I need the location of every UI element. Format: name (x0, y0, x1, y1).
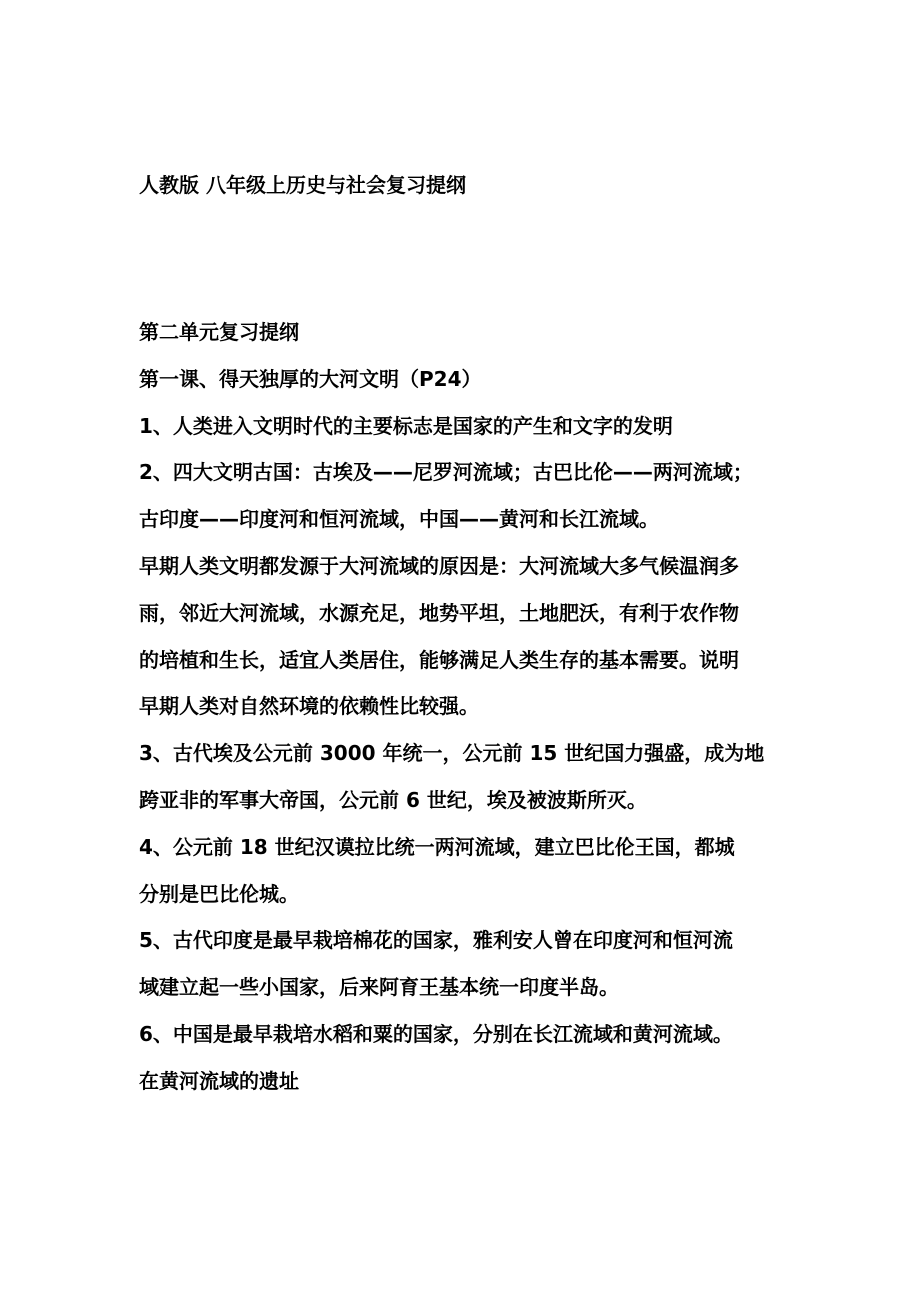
text-line: 6、中国是最早栽培水稻和粟的国家，分别在长江流域和黄河流域。 (139, 1021, 733, 1046)
text-line: 跨亚非的军事大帝国，公元前 6 世纪，埃及被波斯所灭。 (139, 787, 647, 812)
text-line: 的培植和生长，适宜人类居住，能够满足人类生存的基本需要。说明 (139, 647, 739, 672)
text-line: 早期人类对自然环境的依赖性比较强。 (139, 694, 479, 719)
text-line: 5、古代印度是最早栽培棉花的国家，雅利安人曾在印度河和恒河流 (139, 928, 733, 953)
document-title: 人教版 八年级上历史与社会复习提纲 (139, 173, 466, 197)
text-line: 2、四大文明古国：古埃及——尼罗河流域；古巴比伦——两河流域； (139, 460, 753, 485)
text-line: 域建立起一些小国家，后来阿育王基本统一印度半岛。 (139, 975, 619, 1000)
text-line: 1、人类进入文明时代的主要标志是国家的产生和文字的发明 (139, 413, 673, 438)
lesson-heading: 第一课、得天独厚的大河文明（P24） (139, 366, 482, 391)
document-body (139, 309, 789, 1105)
text-line: 分别是巴比伦城。 (139, 881, 299, 906)
text-line: 早期人类文明都发源于大河流域的原因是：大河流域大多气候温润多 (139, 553, 739, 578)
section-heading: 第二单元复习提纲 (139, 320, 299, 344)
text-line: 4、公元前 18 世纪汉谟拉比统一两河流域，建立巴比伦王国，都城 (139, 834, 735, 859)
text-line: 3、古代埃及公元前 3000 年统一，公元前 15 世纪国力强盛，成为地 (139, 741, 765, 766)
text-line: 雨，邻近大河流域，水源充足，地势平坦，土地肥沃，有利于农作物 (139, 600, 739, 625)
text-line: 在黄河流域的遗址 (139, 1068, 299, 1093)
text-line: 古印度——印度河和恒河流域，中国——黄河和长江流域。 (139, 507, 659, 532)
